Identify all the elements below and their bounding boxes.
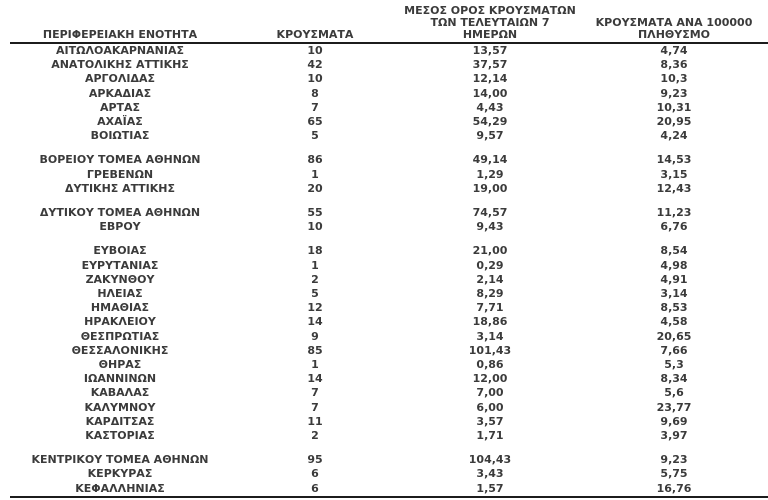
avg7-cell: 7,00 — [476, 386, 504, 400]
region-name-cell: ΑΙΤΩΛΟΑΚΑΡΝΑΝΙΑΣ — [56, 44, 184, 57]
table-header-row — [10, 0, 768, 43]
cases-cell: 7 — [311, 386, 319, 400]
cases-cell: 85 — [307, 343, 323, 357]
per100k-cell: 7,66 — [660, 343, 688, 357]
column-header-line: ΚΡΟΥΣΜΑΤΑ — [276, 28, 354, 41]
group-spacer-cell — [10, 143, 768, 153]
column-header-per100k — [580, 0, 768, 43]
table-row — [10, 259, 768, 273]
group-spacer-row — [10, 234, 768, 244]
avg7-cell: 4,43 — [476, 100, 504, 114]
cases-cell: 7 — [311, 100, 319, 114]
cases-cell: 1 — [311, 258, 319, 272]
per100k-cell: 5,6 — [664, 386, 684, 400]
table-row — [10, 429, 768, 443]
region-name-cell: ΑΡΤΑΣ — [99, 100, 141, 114]
avg7-cell: 9,57 — [476, 129, 504, 143]
avg7-cell: 1,71 — [476, 429, 504, 443]
column-header-line: ΗΜΕΡΩΝ — [462, 28, 518, 41]
avg7-cell: 0,86 — [476, 358, 504, 372]
table-row — [10, 115, 768, 129]
table-row — [10, 372, 768, 386]
avg7-cell: 2,14 — [476, 272, 504, 286]
region-name-cell: ΑΡΚΑΔΙΑΣ — [88, 86, 152, 100]
cases-cell: 6 — [311, 467, 319, 481]
region-name-cell: ΚΕΦΑΛΛΗΝΙΑΣ — [10, 482, 230, 497]
avg7-cell: 37,57 — [472, 58, 508, 72]
cases-cell: 42 — [307, 58, 323, 72]
table-body — [10, 43, 768, 497]
group-spacer-cell — [10, 196, 768, 206]
table-row — [10, 129, 768, 143]
region-name-cell: ΔΥΤΙΚΟΥ ΤΟΜΕΑ ΑΘΗΝΩΝ — [39, 206, 201, 220]
avg7-cell: 74,57 — [472, 206, 508, 220]
cases-cell: 9 — [311, 329, 319, 343]
per100k-cell: 16,76 — [580, 482, 768, 497]
group-spacer-row — [10, 143, 768, 153]
cases-cell: 10 — [307, 44, 323, 57]
table-row — [10, 273, 768, 287]
per100k-cell: 3,97 — [660, 429, 688, 443]
cases-cell: 5 — [311, 129, 319, 143]
per100k-cell: 5,75 — [660, 467, 688, 481]
avg7-cell: 12,00 — [472, 372, 508, 386]
column-header-line: ΠΕΡΙΦΕΡΕΙΑΚΗ ΕΝΟΤΗΤΑ — [42, 28, 198, 41]
per100k-cell: 11,23 — [656, 206, 692, 220]
column-header-line: ΚΡΟΥΣΜΑΤΑ ΑΝΑ 100000 — [595, 16, 753, 29]
avg7-cell: 1,57 — [400, 482, 580, 497]
cases-cell: 14 — [307, 372, 323, 386]
cases-cell: 55 — [307, 206, 323, 220]
avg7-cell: 8,29 — [476, 287, 504, 301]
avg7-cell: 3,57 — [476, 414, 504, 428]
column-header-line: ΤΩΝ ΤΕΛΕΥΤΑΙΩΝ 7 — [430, 16, 550, 29]
per100k-cell: 4,91 — [660, 272, 688, 286]
table-row — [10, 344, 768, 358]
cases-cell: 7 — [311, 400, 319, 414]
per100k-cell: 14,53 — [656, 153, 692, 167]
avg7-cell: 3,14 — [476, 329, 504, 343]
table-row — [10, 358, 768, 372]
cases-cell: 6 — [230, 482, 400, 497]
table-row — [10, 401, 768, 415]
per100k-cell: 9,23 — [660, 86, 688, 100]
per100k-cell: 23,77 — [656, 400, 692, 414]
per100k-cell: 8,36 — [660, 58, 688, 72]
cases-cell: 12 — [307, 301, 323, 315]
region-name-cell: ΑΧΑΪΑΣ — [97, 115, 143, 129]
table-row — [10, 453, 768, 467]
avg7-cell: 101,43 — [468, 343, 512, 357]
region-name-cell: ΕΒΡΟΥ — [99, 220, 141, 234]
per100k-cell: 20,95 — [656, 115, 692, 129]
table-row — [10, 287, 768, 301]
cases-cell: 10 — [307, 220, 323, 234]
per100k-cell: 9,69 — [660, 414, 688, 428]
avg7-cell: 14,00 — [472, 86, 508, 100]
per100k-cell: 4,74 — [660, 44, 688, 57]
cases-cell: 20 — [307, 181, 323, 195]
cases-cell: 18 — [307, 244, 323, 258]
group-spacer-row — [10, 196, 768, 206]
avg7-cell: 12,14 — [472, 72, 508, 86]
region-name-cell: ΗΡΑΚΛΕΙΟΥ — [84, 315, 156, 329]
table-row — [10, 101, 768, 115]
avg7-cell: 21,00 — [472, 244, 508, 258]
region-name-cell: ΖΑΚΥΝΘΟΥ — [85, 272, 155, 286]
avg7-cell: 7,71 — [476, 301, 504, 315]
avg7-cell: 13,57 — [472, 44, 508, 57]
avg7-cell: 54,29 — [472, 115, 508, 129]
region-name-cell: ΒΟΙΩΤΙΑΣ — [90, 129, 150, 143]
region-name-cell: ΒΟΡΕΙΟΥ ΤΟΜΕΑ ΑΘΗΝΩΝ — [39, 153, 201, 167]
table-row — [10, 467, 768, 481]
table-row — [10, 315, 768, 329]
column-header-line: ΜΕΣΟΣ ΟΡΟΣ ΚΡΟΥΣΜΑΤΩΝ — [404, 4, 576, 17]
group-spacer-cell — [10, 234, 768, 244]
avg7-cell: 49,14 — [472, 153, 508, 167]
table-row — [10, 386, 768, 400]
per100k-cell: 4,24 — [660, 129, 688, 143]
region-name-cell: ΚΑΡΔΙΤΣΑΣ — [85, 414, 155, 428]
per100k-cell: 3,15 — [660, 167, 688, 181]
cases-cell: 5 — [311, 287, 319, 301]
table-row — [10, 58, 768, 72]
per100k-cell: 6,76 — [660, 220, 688, 234]
table-row — [10, 244, 768, 258]
region-name-cell: ΑΡΓΟΛΙΔΑΣ — [84, 72, 156, 86]
region-name-cell: ΗΛΕΙΑΣ — [97, 287, 143, 301]
cases-cell: 2 — [311, 429, 319, 443]
cases-cell: 11 — [307, 414, 323, 428]
per100k-cell: 10,3 — [660, 72, 688, 86]
per100k-cell: 5,3 — [664, 358, 684, 372]
cases-cell: 86 — [307, 153, 323, 167]
region-name-cell: ΚΑΛΥΜΝΟΥ — [84, 400, 156, 414]
per100k-cell: 8,54 — [660, 244, 688, 258]
avg7-cell: 3,43 — [476, 467, 504, 481]
region-name-cell: ΕΥΒΟΙΑΣ — [93, 244, 147, 258]
region-name-cell: ΘΗΡΑΣ — [98, 358, 142, 372]
cases-cell: 10 — [307, 72, 323, 86]
group-spacer-cell — [10, 443, 768, 453]
table-row — [10, 87, 768, 101]
column-header-region — [10, 0, 230, 43]
table-row — [10, 330, 768, 344]
table-row — [10, 415, 768, 429]
group-spacer-row — [10, 443, 768, 453]
table-row — [10, 301, 768, 315]
column-header-avg7 — [400, 0, 580, 43]
avg7-cell: 1,29 — [476, 167, 504, 181]
region-name-cell: ΘΕΣΣΑΛΟΝΙΚΗΣ — [71, 343, 169, 357]
region-name-cell: ΘΕΣΠΡΩΤΙΑΣ — [80, 329, 160, 343]
avg7-cell: 104,43 — [468, 453, 512, 467]
region-name-cell: ΚΑΒΑΛΑΣ — [90, 386, 150, 400]
per100k-cell: 20,65 — [656, 329, 692, 343]
per100k-cell: 4,98 — [660, 258, 688, 272]
table-row — [10, 43, 768, 58]
table-row — [10, 482, 768, 497]
table-row — [10, 72, 768, 86]
column-header-cases — [230, 0, 400, 43]
cases-cell: 8 — [311, 86, 319, 100]
table-row — [10, 220, 768, 234]
per100k-cell: 3,14 — [660, 287, 688, 301]
cases-cell: 65 — [307, 115, 323, 129]
cases-cell: 95 — [307, 453, 323, 467]
region-name-cell: ΔΥΤΙΚΗΣ ΑΤΤΙΚΗΣ — [64, 181, 175, 195]
per100k-cell: 9,23 — [660, 453, 688, 467]
avg7-cell: 6,00 — [476, 400, 504, 414]
table-row — [10, 182, 768, 196]
avg7-cell: 18,86 — [472, 315, 508, 329]
table-header — [10, 0, 768, 43]
avg7-cell: 19,00 — [472, 181, 508, 195]
table-row — [10, 206, 768, 220]
region-name-cell: ΚΑΣΤΟΡΙΑΣ — [85, 429, 155, 443]
per100k-cell: 8,34 — [660, 372, 688, 386]
avg7-cell: 0,29 — [476, 258, 504, 272]
region-name-cell: ΓΡΕΒΕΝΩΝ — [86, 167, 154, 181]
table-row — [10, 153, 768, 167]
region-name-cell: ΙΩΑΝΝΙΝΩΝ — [83, 372, 157, 386]
region-name-cell: ΚΕΡΚΥΡΑΣ — [87, 467, 153, 481]
per100k-cell: 8,53 — [660, 301, 688, 315]
column-header-line: ΠΛΗΘΥΣΜΟ — [637, 28, 711, 41]
per100k-cell: 12,43 — [656, 181, 692, 195]
cases-cell: 1 — [311, 358, 319, 372]
avg7-cell: 9,43 — [476, 220, 504, 234]
per100k-cell: 10,31 — [656, 100, 692, 114]
region-name-cell: ΗΜΑΘΙΑΣ — [90, 301, 150, 315]
region-name-cell: ΚΕΝΤΡΙΚΟΥ ΤΟΜΕΑ ΑΘΗΝΩΝ — [31, 453, 209, 467]
cases-cell: 1 — [311, 167, 319, 181]
regional-cases-table — [10, 0, 768, 498]
cases-cell: 14 — [307, 315, 323, 329]
region-name-cell: ΑΝΑΤΟΛΙΚΗΣ ΑΤΤΙΚΗΣ — [51, 58, 189, 72]
region-name-cell: ΕΥΡΥΤΑΝΙΑΣ — [81, 258, 159, 272]
cases-cell: 2 — [311, 272, 319, 286]
table-row — [10, 168, 768, 182]
per100k-cell: 4,58 — [660, 315, 688, 329]
